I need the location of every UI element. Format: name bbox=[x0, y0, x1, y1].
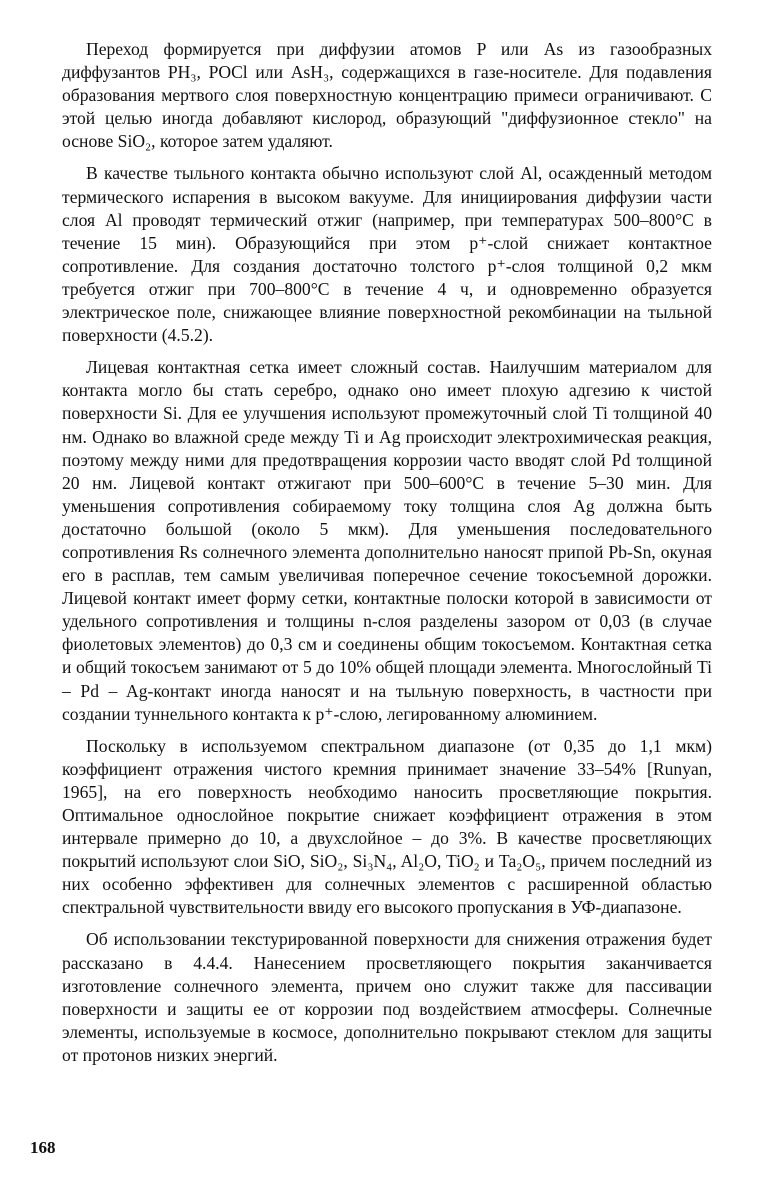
paragraph-antireflection: Поскольку в используемом спектральном диапазоне (от 0,35 до 1,1 мкм) коэффициент отражения чистого кремния принимает значение 33–54% [Runyan, 1965], на его поверхность необходимо наносить просветляющие покрытия. Оптимальное однослойное покрытие снижает коэффициент отражения в этом интервале примерно до 10, а двухслойное – до 3%. В качестве просветляющих покрытий используют слои SiO, SiO₂, Si₃N₄, Al₂O, TiO₂ и Ta₂O₅, причем последний из них особенно эффективен для солнечных элементов с расширенной областью спектральной чувствительности ввиду его высокого пропускания в УФ-диапазоне. bbox=[62, 735, 712, 918]
paragraph-texture: Об использовании текстурированной поверхности для снижения отражения будет рассказано в 4.4.4. Нанесением просветляющего покрытия заканчивается изготовление солнечного элемента, причем оно служит также для пассивации поверхности и защиты ее от коррозии под воздействием атмосферы. Солнечные элементы, используемые в космосе, дополнительно покрывают стеклом для защиты от протонов низких энергий. bbox=[62, 929, 712, 1065]
paragraph-front-grid: Лицевая контактная сетка имеет сложный состав. Наилучшим материалом для контакта могло бы стать серебро, однако оно имеет плохую адгезию к чистой поверхности Si. Для ее улучшения используют промежуточный слой Ti толщиной 40 нм. Однако во влажной среде между Ti и Ag происходит электрохимическая реакция, поэтому между ними для предотвращения коррозии часто вводят слой Pd толщиной 20 нм. Лицевой контакт отжигают при 500–600°C в течение 5–30 мин. Для уменьшения сопротивления собираемому току толщина слоя Ag должна быть достаточно большой (около 5 мкм). Для уменьшения последовательного сопротивления Rs солнечного элемента дополнительно наносят припой Pb-Sn, окуная его в расплав, тем самым увеличивая поперечное сечение токосъемной дорожки. Лицевой контакт имеет форму сетки, контактные полоски которой в зависимости от удельного сопротивления и толщины n-слоя разделены зазором от 0,03 (в случае фиолетовых элементов) до 0,3 см и соединены общим токосъемом. Контактная сетка и общий токосъем занимают от 5 до 10% общей площади элемента. Многослойный Ti – Pd – Ag-контакт иногда наносят и на тыльную поверхность, в частности при создании туннельного контакта к p⁺-слою, легированному алюминием. bbox=[62, 357, 712, 724]
paragraph-back-contact: В качестве тыльного контакта обычно используют слой Al, осажденный методом термического испарения в высоком вакууме. Для инициирования диффузии части слоя Al проводят термический отжиг (например, при температурах 500–800°C в течение 15 мин). Образующийся при этом p⁺-слой снижает контактное сопротивление. Для создания достаточно толстого p⁺-слоя толщиной 0,2 мкм требуется отжиг при 700–800°C в течение 4 ч, и одновременно образуется электрическое поле, снижающее влияние поверхностной рекомбинации на тыльной поверхности (4.5.2). bbox=[62, 163, 712, 346]
paragraph-diffusion: Переход формируется при диффузии атомов P или As из газообразных диффузантов PH₃, POCl или AsH₃, содержащихся в газе-носителе. Для подавления образования мертвого слоя поверхностную концентрацию примеси ограничивают. С этой целью иногда добавляют кислород, образующий "диффузионное стекло" на основе SiO₂, которое затем удаляют. bbox=[62, 39, 712, 152]
body-text bbox=[62, 38, 712, 1067]
page-number: 168 bbox=[30, 1138, 56, 1157]
